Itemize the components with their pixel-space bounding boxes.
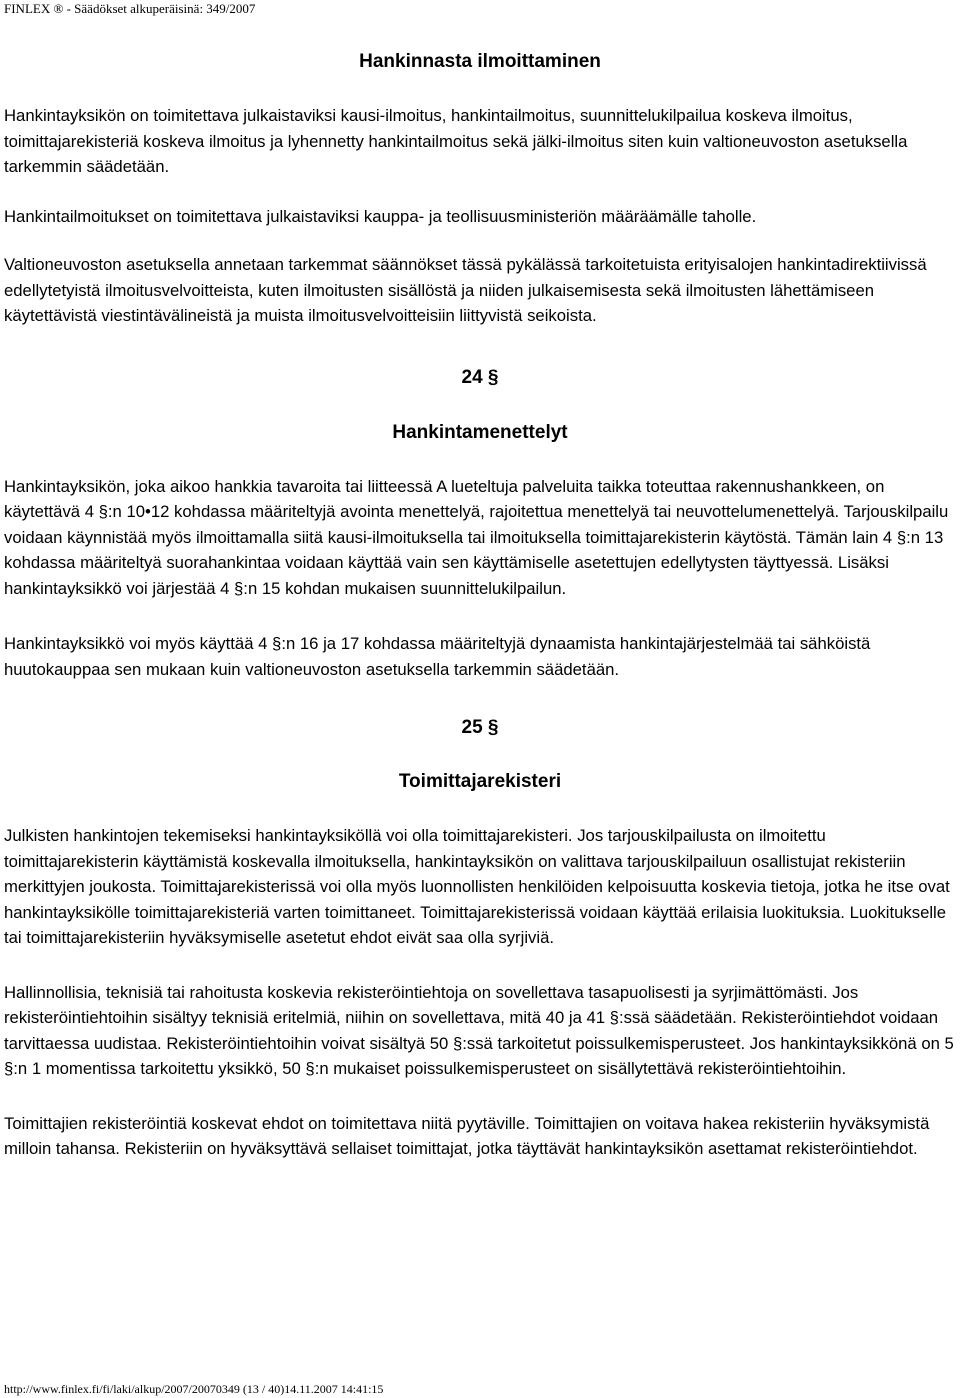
section-24-title: Hankintamenettelyt: [392, 421, 568, 443]
intro-paragraph-3: Valtioneuvoston asetuksella annetaan tarkemmat säännökset tässä pykälässä tarkoitetuista erityisalojen hankintadirektiivissä edellytetyistä ilmoitusvelvoitteista, kuten ilmoitusten sisällöstä ja niiden julkaisemisesta sekä ilmoitusten lähettämiseen käytettävistä viestintävälineistä ja muista ilmoitusvelvoitteisiin liittyvistä seikoista.: [4, 255, 927, 325]
heading-hankinnasta-ilmoittaminen: Hankinnasta ilmoittaminen: [359, 51, 601, 72]
section-24-paragraph-2: Hankintayksikkö voi myös käyttää 4 §:n 16 ja 17 kohdassa määriteltyjä dynaamista hankintajärjestelmää tai sähköistä huutokauppaa sen mukaan kuin valtioneuvoston asetuksella tarkemmin säädetään.: [4, 634, 871, 679]
browser-print-header: FINLEX ® - Säädökset alkuperäisinä: 349/2007: [4, 1, 256, 16]
document-body: [4, 50, 956, 1162]
section-25-paragraph-1: Julkisten hankintojen tekemiseksi hankintayksiköllä voi olla toimittajarekisteri. Jos tarjouskilpailusta on ilmoitettu toimittajarekisterin käyttämistä koskevalla ilmoituksella, hankintayksikön on valittava tarjouskilpailuun osallistujat rekisteriin merkittyjen joukosta. Toimittajarekisterissä voi olla myös luonnollisten henkilöiden kelpoisuutta koskevia tietoja, jotka he itse ovat hankintayksikölle toimittajarekisteriä varten toimittaneet. Toimittajarekisterissä voidaan käyttää erilaisia luokituksia. Luokitukselle tai toimittajarekisteriin hyväksymiselle asetetut ehdot eivät saa olla syrjiviä.: [4, 826, 950, 947]
section-24-paragraph-1: Hankintayksikön, joka aikoo hankkia tavaroita tai liitteessä A lueteltuja palveluita taikka toteuttaa rakennushankkeen, on käytettävä 4 §:n 10•12 kohdassa määriteltyjä avointa menettelyä, rajoitettua menettelyä tai neuvottelumenettelyä. Tarjouskilpailu voidaan käynnistää myös ilmoittamalla siitä kausi-ilmoituksella tai ilmoituksella toimittajarekisterin käytöstä. Tämän lain 4 §:n 13 kohdassa määriteltyä suorahankintaa voidaan käyttää vain sen käyttämiselle asetettujen edellytysten täyttyessä. Lisäksi hankintayksikkö voi järjestää 4 §:n 15 kohdan mukaisen suunnittelukilpailun.: [4, 476, 949, 598]
section-25-paragraph-3: Toimittajien rekisteröintiä koskevat ehdot on toimitettava niitä pyytäville. Toimittajien on voitava hakea rekisteriin hyväksymistä milloin tahansa. Rekisteriin on hyväksyttävä sellaiset toimittajat, jotka täyttävät hankintayksikön asettamat rekisteröintiehdot.: [4, 1113, 930, 1158]
section-25-title: Toimittajarekisteri: [398, 771, 562, 792]
section-24-number: 24 §: [461, 366, 499, 388]
browser-print-footer: http://www.finlex.fi/fi/laki/alkup/2007/20070349 (13 / 40)14.11.2007 14:41:15: [4, 1382, 384, 1396]
intro-paragraph-1: Hankintayksikön on toimitettava julkaistaviksi kausi-ilmoitus, hankintailmoitus, suunnittelukilpailua koskeva ilmoitus, toimittajarekisteriä koskeva ilmoitus ja lyhennetty hankintailmoitus sekä jälki-ilmoitus siten kuin valtioneuvoston asetuksella tarkemmin säädetään.: [4, 106, 908, 176]
section-25-number: 25 §: [461, 717, 499, 738]
section-25-paragraph-2: Hallinnollisia, teknisiä tai rahoitusta koskevia rekisteröintiehtoja on sovellettava tasapuolisesti ja syrjimättömästi. Jos rekisteröintiehtoihin sisältyy teknisiä eritelmiä, niihin on sovellettava, mitä 40 ja 41 §:ssä säädetään. Rekisteröintiehdot voidaan tarvittaessa uudistaa. Rekisteröintiehtoihin voivat sisältyä 50 §:ssä tarkoitetut poissulkemisperusteet. Jos hankintayksikkönä on 5 §:n 1 momentissa tarkoitettu yksikkö, 50 §:n mukaiset poissulkemisperusteet on sisällytettävä rekisteröintiehtoihin.: [4, 982, 954, 1078]
intro-paragraph-2: Hankintailmoitukset on toimitettava julkaistaviksi kauppa- ja teollisuusministeriön määräämälle taholle.: [4, 206, 757, 226]
